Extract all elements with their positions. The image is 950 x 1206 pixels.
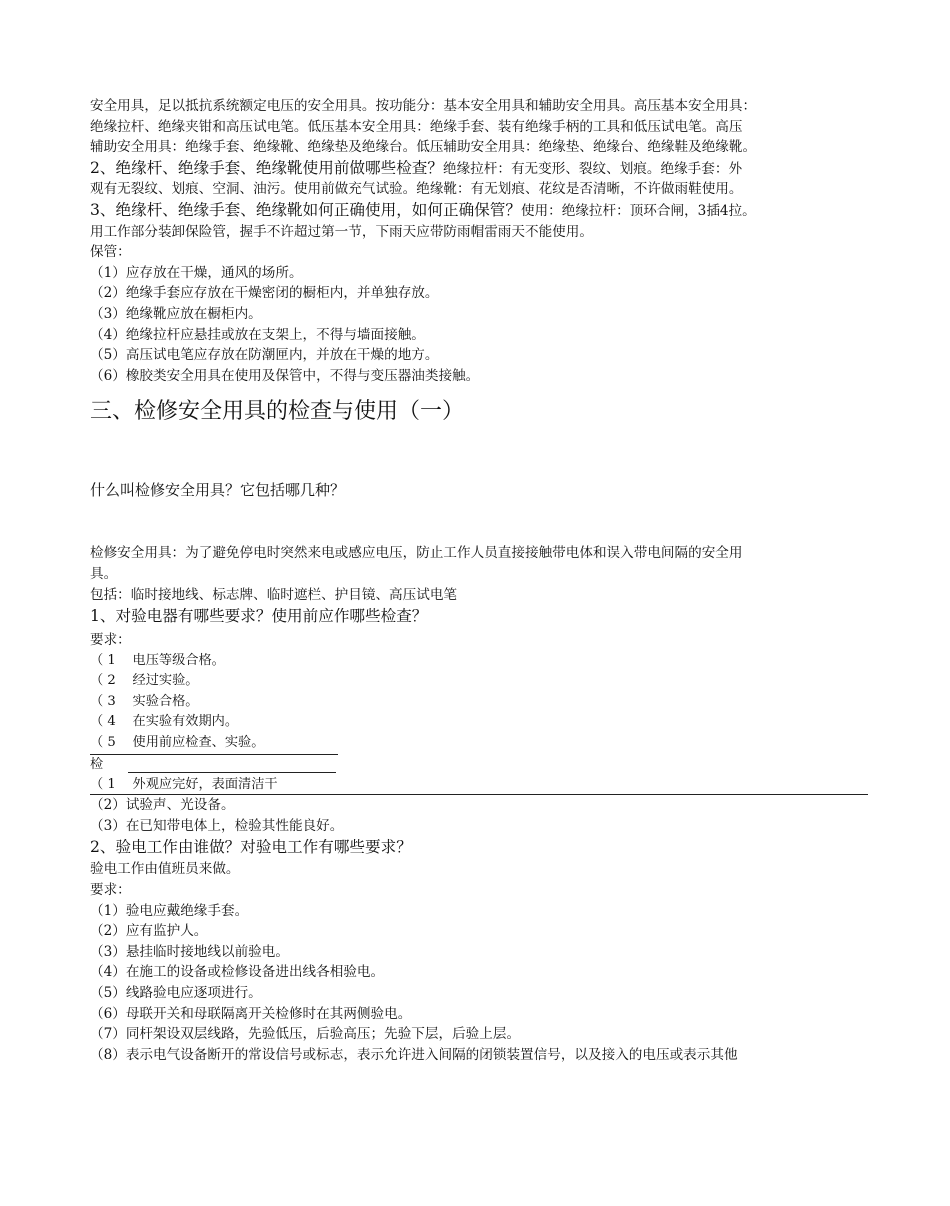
check-title: 检	[90, 756, 104, 772]
question-2-heading: 2、绝缘杆、绝缘手套、绝缘靴使用前做哪些检查？	[90, 158, 443, 177]
underline-rule	[128, 772, 336, 773]
list-item: （7）同杆架设双层线路，先验低压，后验高压；先验下层，后验上层。	[90, 1026, 521, 1043]
verification-work-block	[90, 836, 872, 1065]
intro-line: 绝缘拉杆、绝缘夹钳和高压试电笔。低压基本安全用具：绝缘手套、装有绝缘手柄的工具和低压试电笔。高压	[90, 118, 743, 135]
question-2-block	[90, 158, 872, 200]
list-item: （6）母联开关和母联隔离开关检修时在其两侧验电。	[90, 1005, 412, 1022]
storage-title: 保管：	[90, 244, 131, 261]
list-item: （2）绝缘手套应存放在干燥密闭的橱柜内，并单独存放。	[90, 285, 439, 302]
verification-question-heading: 2、验电工作由谁做？对验电工作有哪些要求？	[90, 838, 412, 857]
detector-question-block	[90, 605, 872, 836]
list-item: （ 3 实验合格。	[90, 693, 199, 709]
question-3-answer-cont: 用工作部分装卸保险管，握手不许超过第一节，下雨天应带防雨帽雷雨天不能使用。	[90, 223, 593, 240]
document-page	[90, 96, 872, 1065]
includes-line: 包括：临时接地线、标志牌、临时遮栏、护目镜、高压试电笔	[90, 586, 458, 603]
list-item: （ 5 使用前应检查、实验。	[90, 733, 338, 755]
list-item: （4）在施工的设备或检修设备进出线各相验电。	[90, 964, 385, 981]
definition-line: 具。	[90, 565, 118, 582]
list-item: （3）悬挂临时接地线以前验电。	[90, 943, 289, 960]
intro-line: 安全用具，足以抵抗系统额定电压的安全用具。按功能分：基本安全用具和辅助安全用具。高压基本安全用具：	[90, 98, 757, 114]
section-heading: 三、检修安全用具的检查与使用（一）	[90, 399, 465, 425]
list-item: （5）高压试电笔应存放在防潮匣内，并放在干燥的地方。	[90, 347, 439, 364]
requirements-title: 要求：	[90, 632, 131, 649]
section-question: 什么叫检修安全用具？它包括哪几种？	[90, 481, 346, 500]
definition-line: 检修安全用具：为了避免停电时突然来电或感应电压，防止工作人员直接接触带电体和误入带电间隔的安全用	[90, 545, 743, 562]
question-2-answer-cont: 观有无裂纹、划痕、空洞、油污。使用前做充气试验。绝缘靴：有无划痕、花纹是否清晰，不许做雨鞋使用。	[90, 181, 743, 198]
list-item: （ 4 在实验有效期内。	[90, 714, 239, 730]
question-2-answer: 绝缘拉杆：有无变形、裂纹、划痕。绝缘手套：外	[442, 160, 743, 177]
list-item: （1）应存放在干燥，通风的场所。	[90, 264, 303, 281]
list-item: （ 1 电压等级合格。	[90, 652, 225, 668]
list-item: （ 2 经过实验。	[90, 673, 199, 689]
detector-question-heading: 1、对验电器有哪些要求？使用前应作哪些检查？	[90, 607, 428, 626]
list-item: （6）橡胶类安全用具在使用及保管中，不得与变压器油类接触。	[90, 367, 480, 384]
list-item: （8）表示电气设备断开的常设信号或标志，表示允许进入间隔的闭锁装置信号，以及接入的电压或表示其他	[90, 1046, 738, 1063]
list-item: （3）在已知带电体上，检验其性能良好。	[90, 817, 344, 834]
intro-paragraph	[90, 96, 872, 158]
list-item: （1）验电应戴绝缘手套。	[90, 902, 249, 919]
verification-answer: 验电工作由值班员来做。	[90, 861, 240, 878]
list-item: （4）绝缘拉杆应悬挂或放在支架上，不得与墙面接触。	[90, 326, 425, 343]
requirements-title: 要求：	[90, 882, 131, 899]
definition-paragraph	[90, 543, 872, 605]
list-item: （ 1 外观应完好，表面清洁干	[90, 775, 868, 795]
question-3-heading: 3、绝缘杆、绝缘手套、绝缘靴如何正确使用，如何正确保管？	[90, 200, 521, 219]
list-item: （5）线路验电应逐项进行。	[90, 985, 262, 1001]
storage-list	[90, 242, 872, 386]
question-3-answer: 使用：绝缘拉杆：顶环合闸，3插4拉。	[520, 202, 756, 219]
intro-line: 辅助安全用具：绝缘手套、绝缘靴、绝缘垫及绝缘台。低压辅助安全用具：绝缘垫、绝缘台、绝缘鞋及绝缘靴。	[90, 139, 757, 156]
question-3-block	[90, 200, 872, 242]
list-item: （2）试验声、光设备。	[90, 797, 235, 814]
list-item: （2）应有监护人。	[90, 923, 208, 940]
list-item: （3）绝缘靴应放在橱柜内。	[90, 305, 262, 322]
